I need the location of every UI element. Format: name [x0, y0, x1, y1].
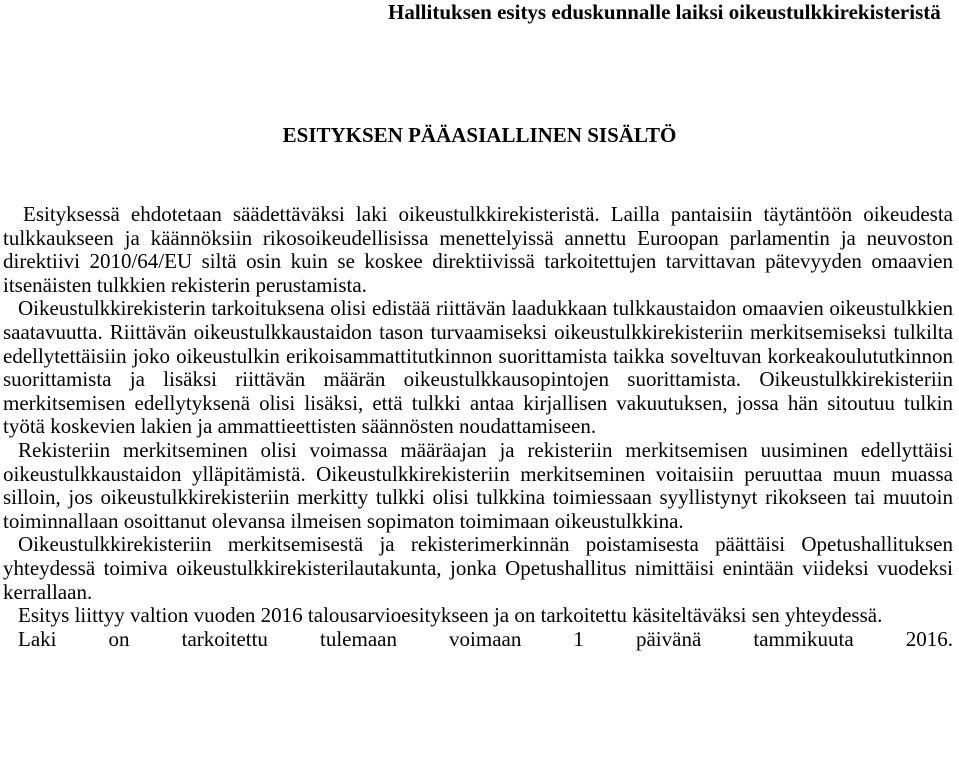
- paragraph-entry-into-force: Laki on tarkoitettu tulemaan voimaan 1 päivänä tammikuuta 2016.: [18, 626, 953, 651]
- section-heading: ESITYKSEN PÄÄASIALLINEN SISÄLTÖ: [282, 123, 677, 147]
- paragraph-validity: Rekisteriin merkitseminen olisi voimassa määräajan ja rekisteriin merkitsemisen uusiminen edellyttäisi oikeustulkkaustaidon ylläpitämistä. Oikeustulkkirekisteriin merkitseminen voitaisiin peruuttaa muun muassa silloin, jos oikeustulkkirekisteriin merkitty tulkki olisi tulkkina toimiessaan syyllistynyt rikokseen tai muutoin toiminnallaan osoittanut olevansa ilmeisen sopimaton toimimaan oikeustulkkina.: [3, 437, 953, 533]
- document-title: Hallituksen esitys eduskunnalle laiksi oikeustulkkirekisteristä: [388, 0, 941, 24]
- paragraph-proposal: Esityksessä ehdotetaan säädettäväksi laki oikeustulkkirekisteristä. Lailla pantaisiin täytäntöön oikeudesta tulkkaukseen ja käännöksiin rikosoikeudellisissa menettelyissä annettu Euroopan parlamentin ja neuvoston direktiivi 2010/64/EU siltä osin kuin se koskee direktiivissä tarkoitettujen tarvittavan pätevyyden omaavien itsenäisten tulkkien rekisterin perustamista.: [3, 202, 953, 297]
- paragraph-purpose: Oikeustulkkirekisterin tarkoituksena olisi edistää riittävän laadukkaan tulkkaustaidon omaavien oikeustulkkien saatavuutta. Riittävän oikeustulkkaustaidon tason turvaamiseksi oikeustulkkirekisteriin merkitsemiseksi tulkilta edellytettäisiin joko oikeustulkin erikoisammattitutkinnon suorittamista taikka soveltuvan korkeakoulututkinnon suorittamista ja lisäksi riittävän määrän oikeustulkkausopintojen suorittamista. Oikeustulkkirekisteriin merkitsemisen edellytyksenä olisi lisäksi, että tulkki antaa kirjallisen vakuutuksen, jossa hän sitoutuu tulkin työtä koskevien lakien ja ammattieettisten säännösten noudattamiseen.: [3, 296, 953, 439]
- paragraph-budget: Esitys liittyy valtion vuoden 2016 talousarvioesitykseen ja on tarkoitettu käsiteltäväksi sen yhteydessä.: [18, 603, 883, 628]
- document-body: [3, 203, 953, 651]
- paragraph-board: Oikeustulkkirekisteriin merkitsemisestä ja rekisterimerkinnän poistamisesta päättäisi Opetushallituksen yhteydessä toimiva oikeustulkkirekisterilautakunta, jonka Opetushallitus nimittäisi enintään viideksi vuodeksi kerrallaan.: [3, 532, 953, 604]
